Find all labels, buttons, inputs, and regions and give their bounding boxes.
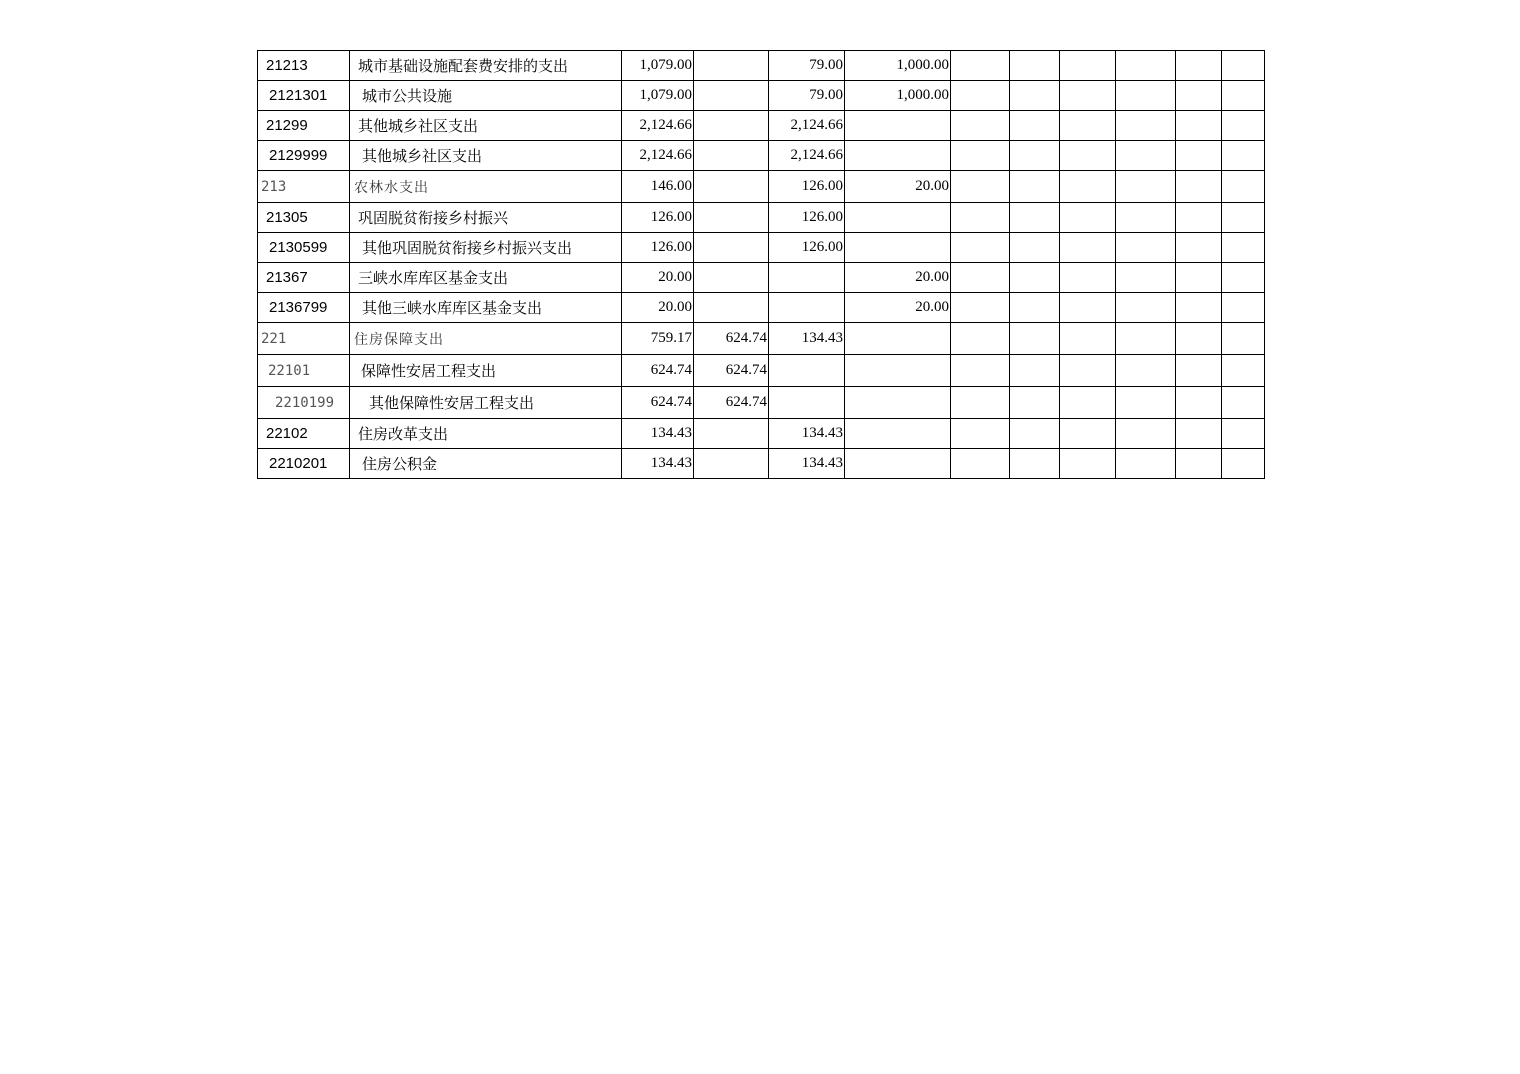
empty-cell [951,387,1010,419]
empty-cell [1010,203,1060,233]
empty-cell [951,355,1010,387]
total-amount: 146.00 [622,171,694,203]
table-row [258,323,1265,355]
empty-cell [951,51,1010,81]
empty-cell [951,419,1010,449]
amount-col-3: 134.43 [769,323,845,355]
subject-name: 其他城乡社区支出 [350,111,622,141]
subject-code: 2130599 [258,233,350,263]
subject-name: 保障性安居工程支出 [350,355,622,387]
empty-cell [1176,387,1222,419]
empty-cell [951,203,1010,233]
empty-cell [1222,263,1265,293]
subject-code: 2210199 [258,387,350,419]
subject-code: 21305 [258,203,350,233]
amount-col-4 [845,419,951,449]
empty-cell [1060,233,1116,263]
empty-cell [1222,141,1265,171]
amount-col-2: 624.74 [694,355,769,387]
subject-name: 其他保障性安居工程支出 [350,387,622,419]
total-amount: 126.00 [622,233,694,263]
amount-col-4: 20.00 [845,171,951,203]
empty-cell [1010,387,1060,419]
subject-code: 221 [258,323,350,355]
empty-cell [1010,141,1060,171]
empty-cell [1222,323,1265,355]
subject-code: 213 [258,171,350,203]
empty-cell [1060,141,1116,171]
empty-cell [1060,419,1116,449]
empty-cell [1010,171,1060,203]
subject-name: 城市公共设施 [350,81,622,111]
amount-col-3 [769,387,845,419]
empty-cell [1176,203,1222,233]
total-amount: 1,079.00 [622,81,694,111]
empty-cell [1222,449,1265,479]
empty-cell [1116,203,1176,233]
amount-col-4 [845,233,951,263]
empty-cell [1116,141,1176,171]
total-amount: 1,079.00 [622,51,694,81]
subject-code: 2129999 [258,141,350,171]
amount-col-3: 79.00 [769,51,845,81]
amount-col-2 [694,81,769,111]
amount-col-4: 1,000.00 [845,51,951,81]
subject-code: 2210201 [258,449,350,479]
table-row [258,203,1265,233]
empty-cell [1060,51,1116,81]
subject-name: 其他巩固脱贫衔接乡村振兴支出 [350,233,622,263]
empty-cell [1060,203,1116,233]
amount-col-2 [694,233,769,263]
amount-col-2: 624.74 [694,323,769,355]
total-amount: 624.74 [622,387,694,419]
table-row [258,449,1265,479]
empty-cell [1116,387,1176,419]
subject-code: 22101 [258,355,350,387]
total-amount: 126.00 [622,203,694,233]
amount-col-4: 20.00 [845,293,951,323]
empty-cell [1060,293,1116,323]
subject-name: 其他三峡水库库区基金支出 [350,293,622,323]
empty-cell [1010,293,1060,323]
table-row [258,81,1265,111]
subject-code: 2136799 [258,293,350,323]
total-amount: 134.43 [622,419,694,449]
amount-col-2 [694,51,769,81]
empty-cell [1176,355,1222,387]
subject-name: 农林水支出 [350,171,622,203]
empty-cell [1060,355,1116,387]
empty-cell [951,293,1010,323]
empty-cell [1222,203,1265,233]
total-amount: 134.43 [622,449,694,479]
amount-col-3: 79.00 [769,81,845,111]
empty-cell [1176,51,1222,81]
empty-cell [1010,449,1060,479]
empty-cell [1060,387,1116,419]
amount-col-4: 1,000.00 [845,81,951,111]
empty-cell [1010,323,1060,355]
empty-cell [1222,419,1265,449]
empty-cell [1116,81,1176,111]
empty-cell [1176,323,1222,355]
amount-col-3: 134.43 [769,449,845,479]
amount-col-2 [694,263,769,293]
empty-cell [1222,51,1265,81]
empty-cell [1010,419,1060,449]
empty-cell [1222,387,1265,419]
amount-col-3: 134.43 [769,419,845,449]
total-amount: 2,124.66 [622,141,694,171]
amount-col-3 [769,293,845,323]
empty-cell [951,111,1010,141]
empty-cell [1176,81,1222,111]
empty-cell [1222,81,1265,111]
empty-cell [1176,111,1222,141]
amount-col-2 [694,449,769,479]
total-amount: 20.00 [622,293,694,323]
subject-name: 住房改革支出 [350,419,622,449]
amount-col-4: 20.00 [845,263,951,293]
empty-cell [1116,233,1176,263]
empty-cell [1116,51,1176,81]
empty-cell [1222,293,1265,323]
table-row [258,355,1265,387]
empty-cell [1116,111,1176,141]
empty-cell [1010,355,1060,387]
total-amount: 20.00 [622,263,694,293]
empty-cell [951,81,1010,111]
empty-cell [1116,449,1176,479]
empty-cell [1060,449,1116,479]
table-row [258,419,1265,449]
empty-cell [1060,81,1116,111]
empty-cell [1116,263,1176,293]
table-row [258,171,1265,203]
amount-col-3 [769,355,845,387]
amount-col-3: 126.00 [769,233,845,263]
total-amount: 2,124.66 [622,111,694,141]
amount-col-3: 126.00 [769,203,845,233]
empty-cell [951,263,1010,293]
empty-cell [1010,233,1060,263]
subject-name: 城市基础设施配套费安排的支出 [350,51,622,81]
empty-cell [1176,233,1222,263]
empty-cell [1222,171,1265,203]
amount-col-2 [694,141,769,171]
amount-col-3: 2,124.66 [769,111,845,141]
empty-cell [1176,293,1222,323]
subject-code: 21367 [258,263,350,293]
empty-cell [1010,263,1060,293]
amount-col-3 [769,263,845,293]
empty-cell [1222,111,1265,141]
subject-code: 22102 [258,419,350,449]
amount-col-4 [845,387,951,419]
table-row [258,233,1265,263]
amount-col-2 [694,293,769,323]
amount-col-4 [845,203,951,233]
subject-name: 巩固脱贫衔接乡村振兴 [350,203,622,233]
total-amount: 624.74 [622,355,694,387]
empty-cell [1222,355,1265,387]
empty-cell [1176,419,1222,449]
empty-cell [1060,171,1116,203]
empty-cell [1176,449,1222,479]
amount-col-4 [845,449,951,479]
total-amount: 759.17 [622,323,694,355]
amount-col-2 [694,171,769,203]
subject-name: 住房保障支出 [350,323,622,355]
amount-col-4 [845,141,951,171]
table-row [258,51,1265,81]
empty-cell [951,171,1010,203]
empty-cell [1060,323,1116,355]
table-row [258,293,1265,323]
empty-cell [1116,419,1176,449]
table-row [258,387,1265,419]
empty-cell [1176,263,1222,293]
empty-cell [1176,171,1222,203]
subject-name: 其他城乡社区支出 [350,141,622,171]
empty-cell [1060,111,1116,141]
table-row [258,263,1265,293]
empty-cell [1060,263,1116,293]
empty-cell [1116,323,1176,355]
empty-cell [1116,355,1176,387]
subject-code: 2121301 [258,81,350,111]
empty-cell [1010,81,1060,111]
amount-col-2 [694,111,769,141]
empty-cell [1010,51,1060,81]
empty-cell [1176,141,1222,171]
empty-cell [1010,111,1060,141]
amount-col-2 [694,203,769,233]
empty-cell [1222,233,1265,263]
empty-cell [951,141,1010,171]
empty-cell [1116,171,1176,203]
subject-code: 21299 [258,111,350,141]
amount-col-2 [694,419,769,449]
empty-cell [1116,293,1176,323]
subject-name: 住房公积金 [350,449,622,479]
empty-cell [951,449,1010,479]
amount-col-3: 2,124.66 [769,141,845,171]
empty-cell [951,323,1010,355]
empty-cell [951,233,1010,263]
amount-col-4 [845,111,951,141]
budget-expenditure-table [257,50,1265,479]
subject-name: 三峡水库库区基金支出 [350,263,622,293]
amount-col-4 [845,323,951,355]
table-row [258,141,1265,171]
subject-code: 21213 [258,51,350,81]
amount-col-3: 126.00 [769,171,845,203]
amount-col-4 [845,355,951,387]
table-row [258,111,1265,141]
amount-col-2: 624.74 [694,387,769,419]
